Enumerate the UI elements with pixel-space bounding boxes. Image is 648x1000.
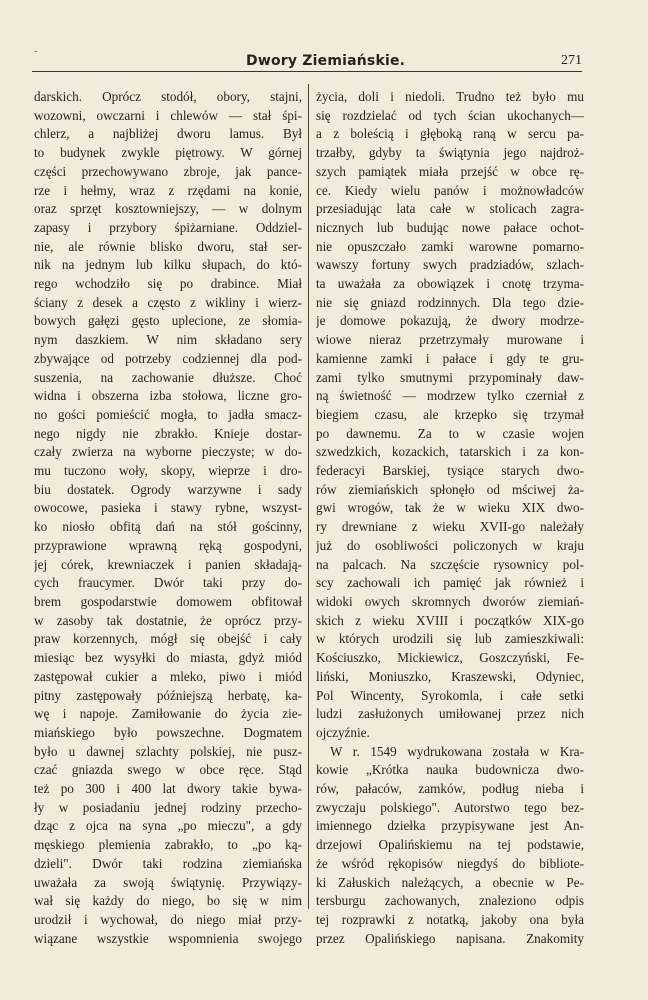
text-line: ły w posiadaniu jednej rodziny przecho-: [34, 799, 302, 815]
text-line: nicznych lub budując nowe pałace ochot-: [316, 219, 584, 235]
running-title: Dwory Ziemiańskie.: [246, 53, 406, 69]
text-line: mu tuczono woły, skopy, wieprze i dro-: [34, 463, 302, 479]
text-line: zami tylko smutnymi przypominały daw-: [316, 369, 584, 385]
text-line: już do osobliwości policzonych w kraju: [316, 537, 584, 553]
text-line: nym daszkiem. W nim składano sery: [34, 332, 302, 348]
text-line: dzieli". Dwór taki rodzina ziemiańska: [34, 855, 302, 871]
text-line: rego wchodziło się po drabince. Miał: [34, 276, 302, 292]
text-line: nie opuszczało zamki warowne pomarno-: [316, 238, 584, 254]
text-line: też po 300 i 400 lat dwory takie bywa-: [34, 781, 302, 797]
text-line: zapasy i przybory śpiżarniane. Oddziel-: [34, 219, 302, 235]
text-line: rów, pałaców, zamków, podług nieba i: [316, 781, 584, 797]
text-line: tersburgu zachowanych, znaleziono odpis: [316, 893, 584, 909]
text-line: darskich. Oprócz stodół, obory, stajni,: [34, 89, 302, 104]
text-line: scy zachowali ich pamięć jak również i: [316, 575, 584, 591]
running-header: [32, 46, 582, 72]
header-rule: [32, 71, 582, 72]
text-line: suszenia, na zachowanie dłuższe. Choć: [34, 369, 302, 385]
text-line: a z boleścią i głęboką raną w sercu pa-: [316, 126, 584, 142]
right-column: [316, 88, 584, 948]
text-line: wiowe nieraz przetrzymały murowane i: [316, 332, 584, 348]
text-line: dząc z ojca na syna „po mieczu", a gdy: [34, 818, 302, 834]
text-line: części przechowywano zbroje, jak pance-: [34, 163, 302, 179]
text-line: wał się każdy do niego, bo się w nim: [34, 893, 302, 909]
column-divider: [308, 84, 309, 909]
text-line: praw korzennych, mógł się obejść i cały: [34, 631, 302, 647]
text-line: życia, doli i niedoli. Trudno też było mu: [316, 89, 584, 104]
corner-mark: -: [34, 46, 38, 57]
text-line: chlerz, a najbliżej dworu lamus. Był: [34, 126, 302, 142]
left-column: [34, 88, 302, 948]
text-line: ojczyźnie.: [316, 724, 370, 740]
text-line: ludzi zasłużonych umiłowanej przez nich: [316, 706, 584, 722]
text-line: wozowni, owczarni i chlewów — stał śpi-: [34, 107, 302, 123]
text-line: zwyczaju polskiego". Autorstwo tego bez-: [316, 799, 584, 815]
text-line: skich z wieku XVIII i początków XIX-go: [316, 612, 584, 628]
text-line: w zasoby tak dostatnie, że oprócz przy-: [34, 612, 302, 628]
text-line: Kościuszko, Mickiewicz, Goszczyński, Fe-: [316, 650, 584, 666]
text-line: nego nigdy nie zbrakło. Knieje dostar-: [34, 425, 302, 441]
text-line: nie się gniazd rodzinnych. Dla tego dzie-: [316, 294, 584, 310]
text-line: ce. Kiedy wielu panów i możnowładców: [316, 182, 584, 198]
text-line: biu dostatek. Ogrody warzywne i sady: [34, 481, 302, 497]
text-line: nie, ale równie blisko dworu, stał ser-: [34, 238, 302, 254]
text-line: Pol Wincenty, Syrokomla, i całe setki: [316, 687, 584, 703]
text-line: zbywające od potrzeby codziennej dla pod-: [34, 350, 302, 366]
text-line: zastępował cukier a mleko, piwo i miód: [34, 668, 302, 684]
text-line: tej rozprawki z notatką, jakoby ona była: [316, 911, 584, 927]
text-line: ną świetność — modrzew tylko czerniał z: [316, 388, 584, 404]
text-line: wę i napoje. Zamiłowanie do życia zie-: [34, 706, 302, 722]
text-line: jej córek, krewniaczek i panien składają-: [34, 556, 302, 572]
text-line: W r. 1549 wydrukowana została w Kra-: [330, 743, 584, 759]
text-line: szych pamiątek miała przejść w obce rę-: [316, 163, 584, 179]
text-line: ściany z desek a często z wikliny i wierz-: [34, 294, 302, 310]
text-line: czać gniazda swego w obce ręce. Stąd: [34, 762, 302, 778]
text-line: widoki owych skromnych dworów ziemiań-: [316, 593, 584, 609]
text-line: było u dawnej szlachty polskiej, nie pusz-: [34, 743, 302, 759]
text-line: je domowe pokazują, że dwory modrze-: [316, 313, 584, 329]
text-line: owocowe, pasieka i stawy rybne, wszyst-: [34, 500, 302, 516]
text-line: wawszy fortuny swych pradziadów, szlach-: [316, 257, 584, 273]
text-line: trzałby, gdyby ta świątynia jego najdroż-: [316, 145, 584, 161]
text-line: czały zwierza na wyborne pieczyste; w do-: [34, 444, 302, 460]
text-line: cych fraucymer. Dwór taki przy do-: [34, 575, 302, 591]
text-line: oraz sprzęt kosztowniejszy, — w dolnym: [34, 201, 302, 217]
text-line: ki Załuskich należących, a obecnie w Pe-: [316, 874, 584, 890]
text-line: bowych gałęzi gęsto uplecione, ze słomia-: [34, 313, 302, 329]
text-line: no gości pomieścić mogła, to jadła smacz-: [34, 406, 302, 422]
text-line: to budynek zwykle piętrowy. W górnej: [34, 145, 302, 161]
text-line: przesiadując lata całe w stolicach zagra-: [316, 201, 584, 217]
text-line: gwi wrogów, tak że w wieku XIX dwo-: [316, 500, 584, 516]
text-line: kamienne zamki i pałace i gdy te gru-: [316, 350, 584, 366]
text-line: imiennego dziełka przypisywane jest An-: [316, 818, 584, 834]
text-line: na palcach. Na szczęście rysownicy pol-: [316, 556, 584, 572]
text-line: szwedzkich, kozackich, tatarskich i za kon-: [316, 444, 584, 460]
text-line: ta uważała za obowiązek i cnotę trzyma-: [316, 276, 584, 292]
text-line: miańskiego było powszechne. Dogmatem: [34, 724, 302, 740]
text-line: biegiem czasu, ale krzepko się trzymał: [316, 406, 584, 422]
text-line: wiązane wszystkie wspomnienia swojego: [34, 930, 302, 946]
text-line: federacyi Barskiej, tysiące starych dwo-: [316, 463, 584, 479]
text-line: nik na jednym lub kilku słupach, do któ-: [34, 257, 302, 273]
text-line: w których urodzili się lub zamieszkiwali:: [316, 631, 584, 647]
text-line: się rozdzielać od tych ścian ukochanych—: [316, 107, 584, 123]
text-line: po dawnemu. Za to w czasie wojen: [316, 425, 584, 441]
text-line: pitny zastępowały późniejszą herbatę, ka-: [34, 687, 302, 703]
text-line: kowie „Krótka nauka budownicza dwo-: [316, 762, 584, 778]
text-line: przez Opalińskiego napisana. Znakomity: [316, 930, 584, 946]
text-line: miesiąc bez wysyłki do miasta, gdyż miód: [34, 650, 302, 666]
text-line: liński, Moniuszko, Kraszewski, Odyniec,: [316, 668, 584, 684]
text-line: widna i obszerna izba stołowa, liczne gro-: [34, 388, 302, 404]
page-number: 271: [561, 53, 582, 68]
text-line: uważała za swoją świątynię. Przywiązy-: [34, 874, 302, 890]
text-line: rów ziemiańskich spłonęło od mściwej ża-: [316, 481, 584, 497]
text-line: rze i hełmy, wraz z rzędami na konie,: [34, 182, 302, 198]
text-line: że wśród rękopisów niegdyś do bibliote-: [316, 855, 584, 871]
text-line: przyprawione wprawną ręką gospodyni,: [34, 537, 302, 553]
text-line: brem gospodarstwie domowem obfitował: [34, 593, 302, 609]
text-line: męskiego plemienia zabrakło, to „po ką-: [34, 837, 302, 853]
text-line: urodził i wychował, do niego miał przy-: [34, 911, 302, 927]
text-line: drzejowi Opalińskiemu na tej podstawie,: [316, 837, 584, 853]
text-line: ry drewniane z wieku XVII-go należały: [316, 519, 584, 535]
text-line: ko niosło obfitą dań na stół gościnny,: [34, 519, 302, 535]
